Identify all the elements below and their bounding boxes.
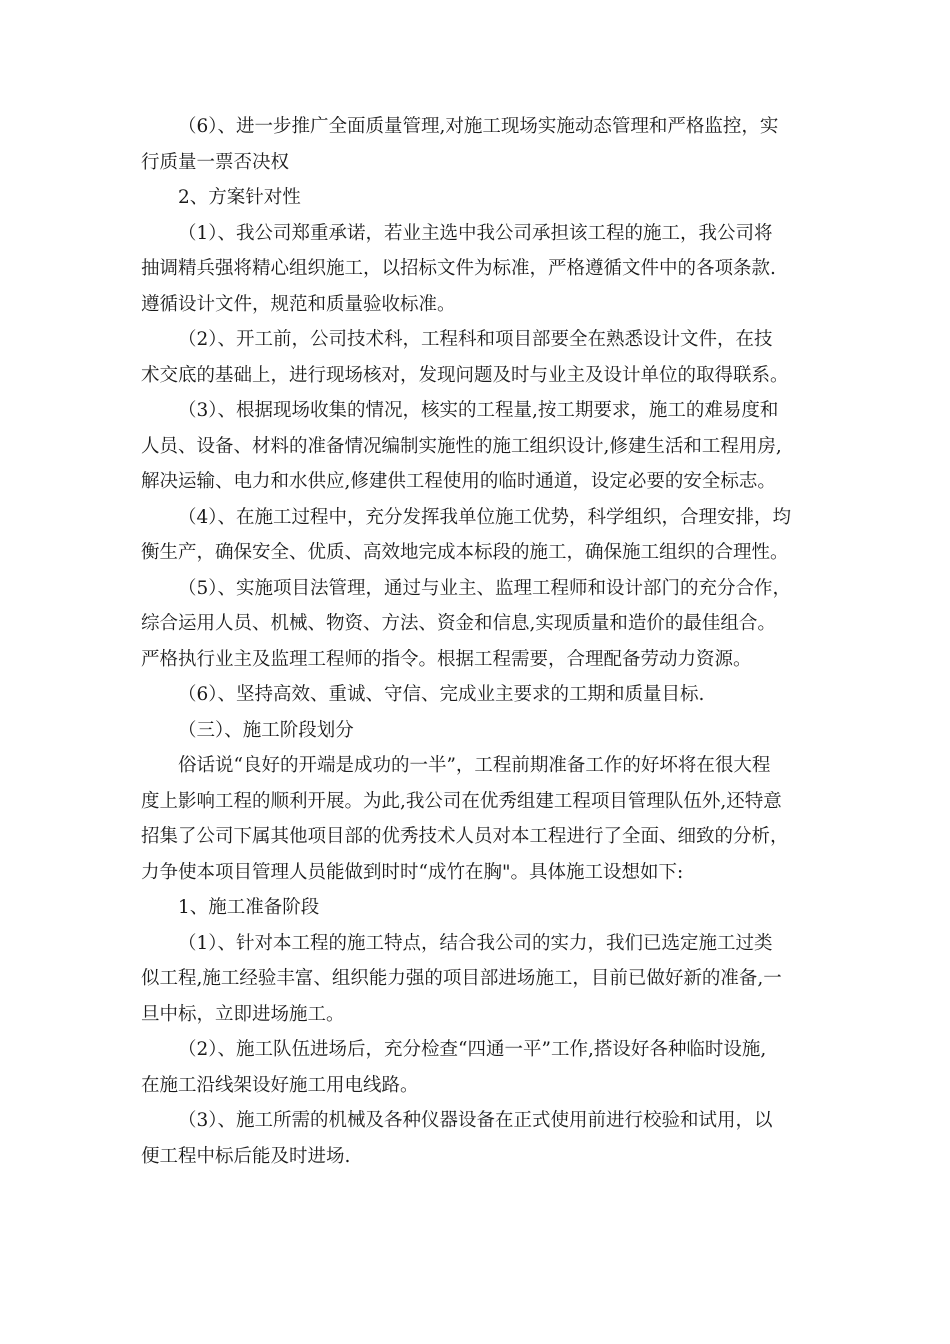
document-body [141, 109, 831, 1174]
paragraph [141, 216, 831, 323]
text-line: 人员、设备、材料的准备情况编制实施性的施工组织设计,修建生活和工程用房, [141, 435, 782, 457]
paragraph [141, 1103, 831, 1174]
text-line: （3）、施工所需的机械及各种仪器设备在正式使用前进行校验和试用，以 [178, 1110, 773, 1131]
text-line: （5）、实施项目法管理，通过与业主、监理工程师和设计部门的充分合作， [178, 577, 792, 599]
text-line: （6）、坚持高效、重诚、守信、完成业主要求的工期和质量目标. [178, 684, 705, 705]
paragraph [141, 677, 831, 713]
text-line: （三）、施工阶段划分 [178, 719, 354, 741]
paragraph [141, 393, 831, 500]
text-line: 力争使本项目管理人员能做到时时“成竹在胸"。具体施工设想如下: [141, 861, 684, 883]
text-line: 2、方案针对性 [178, 187, 301, 208]
section-heading [141, 180, 831, 216]
text-line: 度上影响工程的顺利开展。为此,我公司在优秀组建工程项目管理队伍外,还特意 [141, 790, 782, 812]
text-line: 俗话说“良好的开端是成功的一半”，工程前期准备工作的好坏将在很大程 [178, 755, 771, 776]
paragraph [141, 500, 831, 571]
section-heading [141, 713, 831, 749]
text-line: 严格执行业主及监理工程师的指令。根据工程需要，合理配备劳动力资源。 [141, 648, 752, 670]
text-line: 旦中标，立即进场施工。 [141, 1003, 345, 1025]
text-line: （6）、进一步推广全面质量管理,对施工现场实施动态管理和严格监控，实 [178, 116, 779, 137]
text-line: （1）、针对本工程的施工特点，结合我公司的实力，我们已选定施工过类 [178, 932, 773, 954]
text-line: 衡生产，确保安全、优质、高效地完成本标段的施工，确保施工组织的合理性。 [141, 542, 789, 563]
paragraph [141, 926, 831, 1033]
text-line: 综合运用人员、机械、物资、方法、资金和信息,实现质量和造价的最佳组合。 [141, 613, 776, 634]
text-line: 抽调精兵强将精心组织施工，以招标文件为标准，严格遵循文件中的各项条款. [141, 258, 776, 279]
text-line: 便工程中标后能及时进场. [141, 1145, 351, 1167]
text-line: 术交底的基础上，进行现场核对，发现问题及时与业主及设计单位的取得联系。 [141, 364, 789, 386]
text-line: （4）、在施工过程中，充分发挥我单位施工优势，科学组织，合理安排，均 [178, 506, 792, 528]
text-line: 行质量一票否决权 [141, 151, 290, 173]
text-line: 似工程,施工经验丰富、组织能力强的项目部进场施工，目前已做好新的准备,一 [141, 968, 782, 989]
section-heading [141, 890, 831, 926]
text-line: （3）、根据现场收集的情况，核实的工程量,按工期要求，施工的难易度和 [178, 400, 779, 421]
text-line: 招集了公司下属其他项目部的优秀技术人员对本工程进行了全面、细致的分析， [141, 826, 789, 847]
text-line: （2）、开工前，公司技术科，工程科和项目部要全在熟悉设计文件，在技 [178, 329, 773, 350]
text-line: 1、施工准备阶段 [178, 897, 320, 918]
paragraph [141, 1032, 831, 1103]
paragraph [141, 109, 831, 180]
text-line: 遵循设计文件，规范和质量验收标准。 [141, 293, 456, 315]
text-line: （2）、施工队伍进场后，充分检查“四通一平”工作,搭设好各种临时设施, [178, 1039, 767, 1060]
text-line: 解决运输、电力和水供应,修建供工程使用的临时通道，设定必要的安全标志。 [141, 471, 776, 492]
paragraph [141, 322, 831, 393]
text-line: 在施工沿线架设好施工用电线路。 [141, 1074, 419, 1096]
paragraph [141, 748, 831, 890]
text-line: （1）、我公司郑重承诺，若业主选中我公司承担该工程的施工，我公司将 [178, 222, 773, 244]
paragraph [141, 571, 831, 678]
